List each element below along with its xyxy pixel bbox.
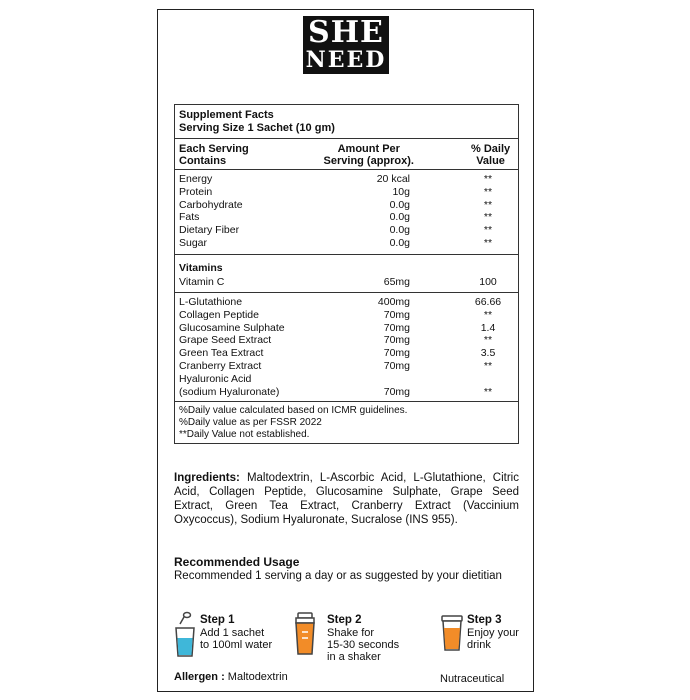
facts-amount-cell: 70mg (383, 334, 410, 347)
facts-title: Supplement Facts Serving Size 1 Sachet (10 gm) (179, 109, 335, 134)
facts-name-cell: Hyaluronic Acid (179, 372, 252, 385)
facts-name-cell: Protein (179, 185, 213, 198)
facts-dv-cell: ** (483, 185, 493, 198)
brand-logo: SHE NEED (303, 16, 389, 74)
facts-name-cell: Grape Seed Extract (179, 334, 272, 347)
facts-amount-cell: 70mg (383, 321, 410, 334)
facts-amount-cell: 400mg (377, 296, 410, 308)
usage-text: Recommended 1 serving a day or as suggested by your dietitian (174, 570, 502, 582)
allergen-info: Allergen : Maltodextrin (174, 671, 288, 683)
facts-name-cell: Cranberry Extract (179, 360, 262, 372)
facts-name-cell: Green Tea Extract (179, 347, 264, 360)
step-1-title: Step 1 (200, 614, 235, 626)
facts-dv-cell: ** (483, 211, 493, 224)
ingredients-text: Ingredients: Maltodextrin, L-Ascorbic Acid, L-Glutathione, Citric Acid, Collagen Peptide, Glucosamine Sulphate, Grape Seed Extract, Green Tea Extract, Cranberry Extract (Vaccinium Oxycoccus), Sodium Hyaluronate, Sucralose (INS 955). (174, 472, 519, 526)
facts-name-cell: Fats (179, 211, 200, 224)
supplement-facts-table (174, 104, 519, 444)
facts-amount-cell: 10g (392, 185, 410, 198)
facts-notes: %Daily value calculated based on ICMR guidelines. %Daily value as per FSSR 2022 **Daily Value not established. (179, 405, 408, 440)
step-3-title: Step 3 (467, 614, 502, 626)
facts-dv-cell: 3.5 (480, 347, 496, 360)
step-1-text: Add 1 sachet to 100ml water (200, 627, 273, 651)
header-daily-value: % Daily Value (471, 143, 511, 167)
facts-amount-cell: 70mg (383, 308, 410, 321)
facts-amount-cell: 65mg (383, 276, 410, 288)
shaker-icon (292, 612, 318, 656)
vitamins-label: Vitamins (179, 262, 223, 274)
facts-dv-cell: ** (483, 237, 493, 249)
facts-dv-cell: ** (483, 360, 493, 372)
facts-dv-cell: ** (483, 334, 493, 347)
facts-amount-cell: 0.0g (389, 237, 410, 249)
facts-name-cell: L-Glutathione (179, 296, 243, 308)
facts-dv-cell: ** (483, 224, 493, 237)
facts-dv-cell: ** (483, 385, 493, 398)
scoop-glass-icon (174, 610, 196, 658)
facts-amount-cell: 70mg (383, 360, 410, 372)
step-2-text: Shake for 15-30 seconds in a shaker (327, 627, 400, 663)
facts-dv-cell: ** (483, 173, 493, 185)
facts-dv-cell: 66.66 (474, 296, 502, 308)
category-label: Nutraceutical (440, 673, 505, 685)
facts-name-cell: Energy (179, 173, 213, 185)
facts-name-cell: Carbohydrate (179, 198, 243, 211)
facts-dv-cell: 100 (479, 276, 497, 288)
facts-name-cell: (sodium Hyaluronate) (179, 385, 280, 398)
facts-name-cell: Sugar (179, 237, 208, 249)
facts-dv-cell: ** (483, 308, 493, 321)
facts-name-cell: Glucosamine Sulphate (179, 321, 285, 334)
header-contains: Each Serving Contains (179, 143, 249, 167)
step-3-text: Enjoy your drink (467, 627, 519, 651)
usage-title: Recommended Usage (174, 555, 300, 569)
facts-amount-cell: 70mg (383, 347, 410, 360)
facts-amount-cell: 20 kcal (376, 173, 410, 185)
header-amount: Amount Per Serving (approx). (323, 143, 414, 167)
facts-amount-cell: 0.0g (389, 211, 410, 224)
facts-dv-cell: ** (483, 198, 493, 211)
drink-glass-icon (440, 612, 464, 652)
facts-amount-cell: 0.0g (389, 198, 410, 211)
facts-name-cell: Dietary Fiber (179, 224, 240, 237)
step-2-title: Step 2 (327, 614, 362, 626)
facts-dv-cell: 1.4 (480, 321, 496, 334)
facts-amount-cell: 0.0g (389, 224, 410, 237)
facts-name-cell: Collagen Peptide (179, 308, 259, 321)
facts-amount-cell: 70mg (383, 385, 410, 398)
facts-name-cell: Vitamin C (179, 276, 225, 288)
